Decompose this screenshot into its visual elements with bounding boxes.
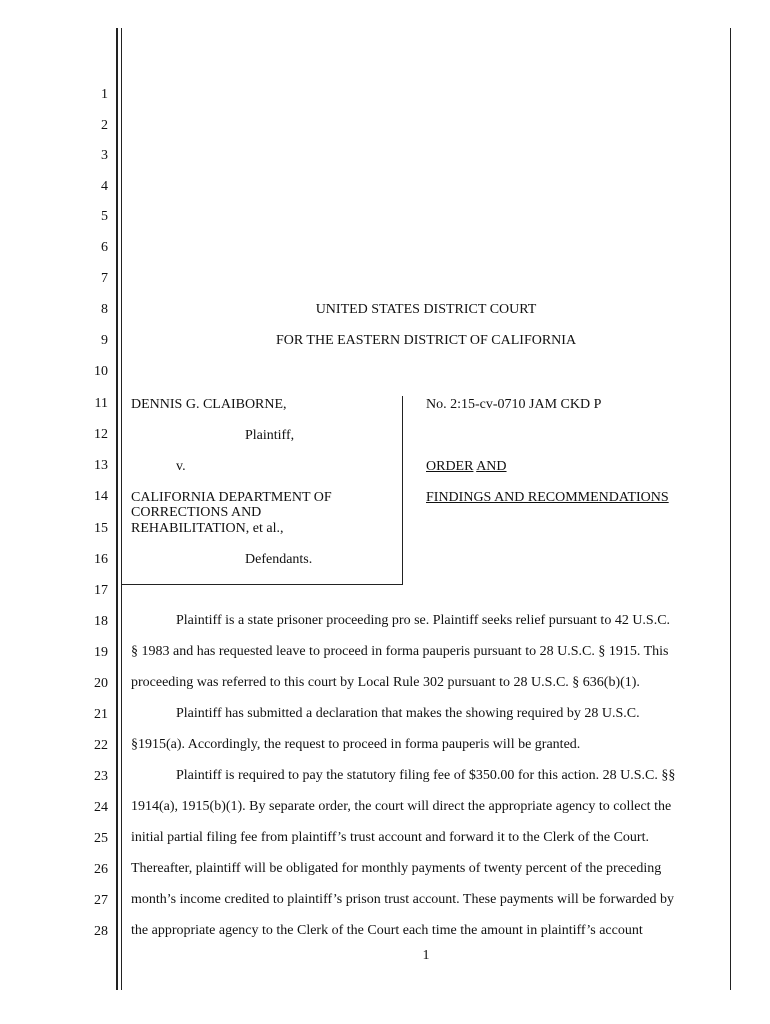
line-number: 16 [94, 552, 108, 567]
body-line: Plaintiff has submitted a declaration that makes the showing required by 28 U.S.C. [176, 706, 640, 721]
body-line: 1914(a), 1915(b)(1). By separate order, the court will direct the appropriate agency to collect the [131, 799, 672, 814]
body-line: §1915(a). Accordingly, the request to proceed in forma pauperis will be granted. [131, 737, 581, 752]
left-margin-rule-thick [116, 28, 118, 990]
line-number: 19 [94, 645, 108, 660]
body-line: month’s income credited to plaintiff’s prison trust account. These payments will be forwarded by [131, 892, 675, 907]
line-number: 1 [101, 87, 108, 102]
versus-label: v. [176, 459, 186, 474]
line-number: 8 [101, 302, 108, 317]
line-number: 25 [94, 831, 108, 846]
line-number: 2 [101, 118, 108, 133]
line-number: 9 [101, 333, 108, 348]
line-number: 7 [101, 271, 108, 286]
line-number: 18 [94, 614, 108, 629]
caption-divider-horizontal [122, 584, 403, 585]
body-line: the appropriate agency to the Clerk of the Court each time the amount in plaintiff’s account [131, 923, 643, 938]
line-number: 17 [94, 583, 108, 598]
body-line: § 1983 and has requested leave to proceed in forma pauperis pursuant to 28 U.S.C. § 1915. This [131, 644, 669, 659]
body-line: Plaintiff is a state prisoner proceeding pro se. Plaintiff seeks relief pursuant to 42 U.S.C. [176, 613, 671, 628]
defendant-name-line3: REHABILITATION, et al., [131, 521, 284, 536]
page-number: 1 [422, 948, 430, 963]
line-number: 28 [94, 924, 108, 939]
plaintiff-name: DENNIS G. CLAIBORNE, [131, 397, 287, 412]
line-number: 24 [94, 800, 108, 815]
line-number: 13 [94, 458, 108, 473]
line-number: 10 [94, 364, 108, 379]
court-district: FOR THE EASTERN DISTRICT OF CALIFORNIA [275, 333, 577, 348]
line-number: 4 [101, 179, 108, 194]
line-number: 12 [94, 427, 108, 442]
document-title-findings: FINDINGS AND RECOMMENDATIONS [426, 490, 669, 505]
defendant-name-line2: CORRECTIONS AND [131, 505, 262, 520]
body-line: proceeding was referred to this court by Local Rule 302 pursuant to 28 U.S.C. § 636(b)(1). [131, 675, 640, 690]
line-number: 26 [94, 862, 108, 877]
right-margin-rule [730, 28, 731, 990]
line-number: 27 [94, 893, 108, 908]
line-number: 5 [101, 209, 108, 224]
defendant-label: Defendants. [245, 552, 313, 567]
line-number: 3 [101, 148, 108, 163]
line-number: 20 [94, 676, 108, 691]
body-line: initial partial filing fee from plaintiff’s trust account and forward it to the Clerk of the Court. [131, 830, 649, 845]
plaintiff-label: Plaintiff, [245, 428, 295, 443]
line-number: 15 [94, 521, 108, 536]
defendant-name-line1: CALIFORNIA DEPARTMENT OF [131, 490, 332, 505]
left-margin-rule-thin [121, 28, 122, 990]
body-line: Plaintiff is required to pay the statutory filing fee of $350.00 for this action. 28 U.S.C. §§ [176, 768, 676, 783]
line-number: 21 [94, 707, 108, 722]
court-name: UNITED STATES DISTRICT COURT [315, 302, 537, 317]
caption-divider-vertical [402, 396, 403, 584]
line-number: 23 [94, 769, 108, 784]
document-title-order [426, 459, 507, 475]
and-word: AND [476, 459, 507, 474]
line-number: 6 [101, 240, 108, 255]
line-number: 14 [94, 489, 108, 504]
line-number: 11 [94, 396, 108, 411]
case-number: No. 2:15-cv-0710 JAM CKD P [426, 397, 602, 412]
body-line: Thereafter, plaintiff will be obligated for monthly payments of twenty percent of the preceding [131, 861, 662, 876]
line-number: 22 [94, 738, 108, 753]
order-word: ORDER [426, 459, 474, 474]
